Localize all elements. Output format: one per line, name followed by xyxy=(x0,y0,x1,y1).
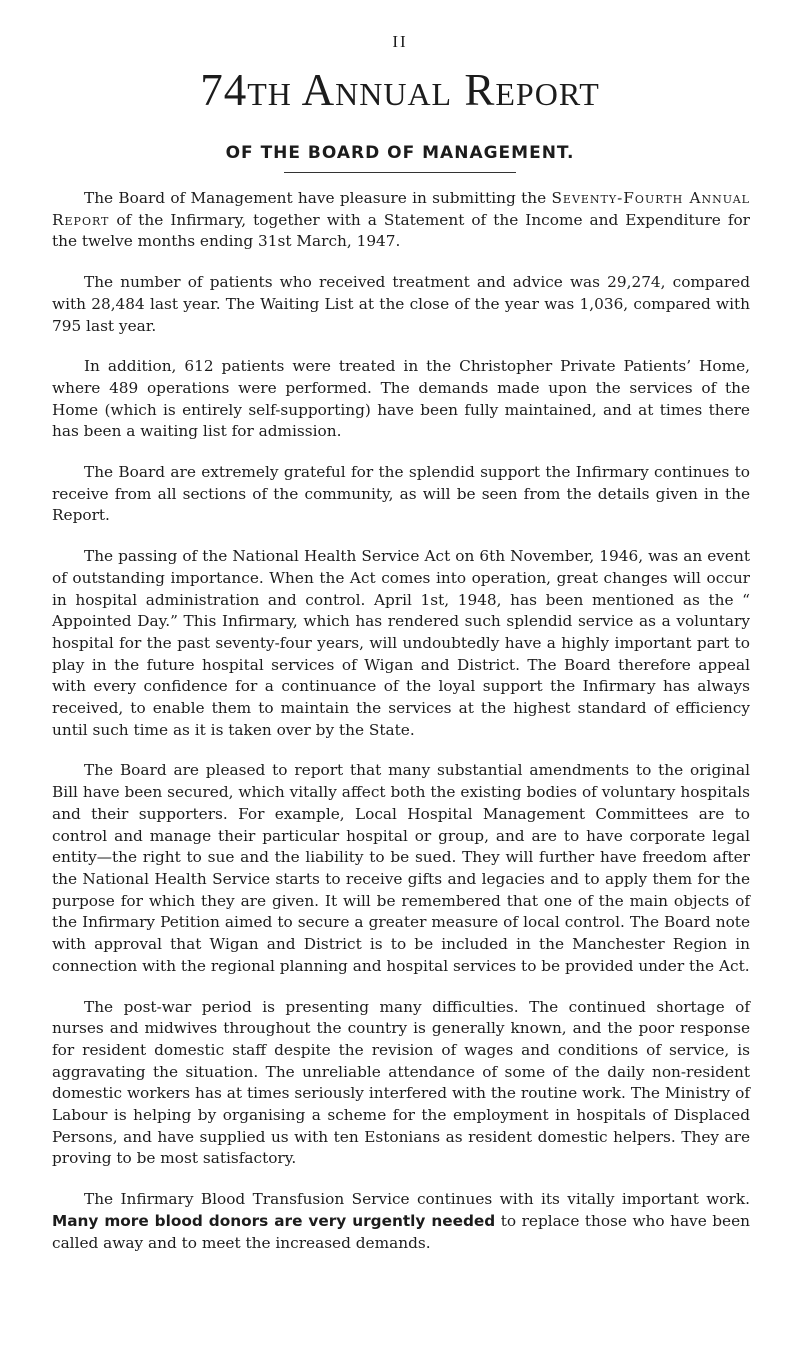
report-body xyxy=(52,188,750,1273)
paragraph-blood-text-b: to replace those who have been called away and to meet the increased demands. xyxy=(52,1211,750,1252)
paragraph-amendments: The Board are pleased to report that many substantial amendments to the original Bill have been secured, which vitally affect both the existing bodies of voluntary hospitals and their supporters. For example, Local Hospital Management Committees are to control and manage their particular hospital or group, and are to have corporate legal entity—the right to sue and the liability to be sued. They will further have freedom after the National Health Service starts to receive gifts and legacies and to apply them for the purpose for which they are given. It will be remembered that one of the main objects of the Infirmary Petition aimed to secure a greater measure of local control. The Board note with approval that Wigan and District is to be included in the Manchester Region in connection with the regional planning and hospital services to be provided under the Act. xyxy=(52,761,750,975)
paragraph-blood-text-a: The Infirmary Blood Transfusion Service continues with its vitally important work. xyxy=(84,1190,750,1209)
paragraph-post-war: The post-war period is presenting many difficulties. The continued shortage of nurses and midwives throughout the country is generally known, and the poor response for resident domestic staff despite the revision of wages and conditions of service, is aggravating the situation. The unreliable attendance of some of the daily non-resident domestic workers has at times seriously interfered with the routine work. The Ministry of Labour is helping by organising a scheme for the employment in hospitals of Displaced Persons, and have supplied us with ten Estonians as resident domestic helpers. They are proving to be most satisfactory. xyxy=(52,997,750,1168)
paragraph-submission-report-name: Seventy-Fourth Annual Report xyxy=(52,189,750,229)
page-number: II xyxy=(392,32,408,51)
paragraph-community-support: The Board are extremely grateful for the splendid support the Infirmary continues to receive from all sections of the community, as will be seen from the details given in the Report. xyxy=(52,463,750,525)
report-title: 74th Annual Report xyxy=(200,65,600,115)
paragraph-submission-text-a: The Board of Management have pleasure in submitting the xyxy=(84,189,552,207)
paragraph-submission xyxy=(52,188,750,253)
paragraph-health-service-act: The passing of the National Health Service Act on 6th November, 1946, was an event of outstanding importance. When the Act comes into operation, great changes will occur in hospital administration and control. April 1st, 1948, has been mentioned as the “ Appointed Day.” This Infirmary, which has rendered such splendid service as a voluntary hospital for the past seventy-four years, will undoubtedly have a highly important part to play in the future hospital services of Wigan and District. The Board therefore appeal with every confidence for a continuance of the loyal support the Infirmary has always received, to enable them to maintain the services at the highest standard of efficiency until such time as it is taken over by the State. xyxy=(52,547,750,739)
paragraph-submission-text-b: of the Infirmary, together with a Statement of the Income and Expenditure for the twelve months ending 31st March, 1947. xyxy=(52,210,750,251)
paragraph-blood-transfusion xyxy=(52,1189,750,1254)
paragraph-patient-numbers: The number of patients who received treatment and advice was 29,274, compared with 28,484 last year. The Waiting List at the close of the year was 1,036, compared with 795 last year. xyxy=(52,273,750,335)
paragraph-blood-emphasis: Many more blood donors are very urgently needed xyxy=(52,1211,496,1230)
paragraph-private-home: In addition, 612 patients were treated in the Christopher Private Patients’ Home, where 489 operations were performed. The demands made upon the services of the Home (which is entirely self-supporting) have been fully maintained, and at times there has been a waiting list for admission. xyxy=(52,357,750,441)
report-subtitle: OF THE BOARD OF MANAGEMENT. xyxy=(225,143,575,163)
title-divider xyxy=(284,172,516,173)
